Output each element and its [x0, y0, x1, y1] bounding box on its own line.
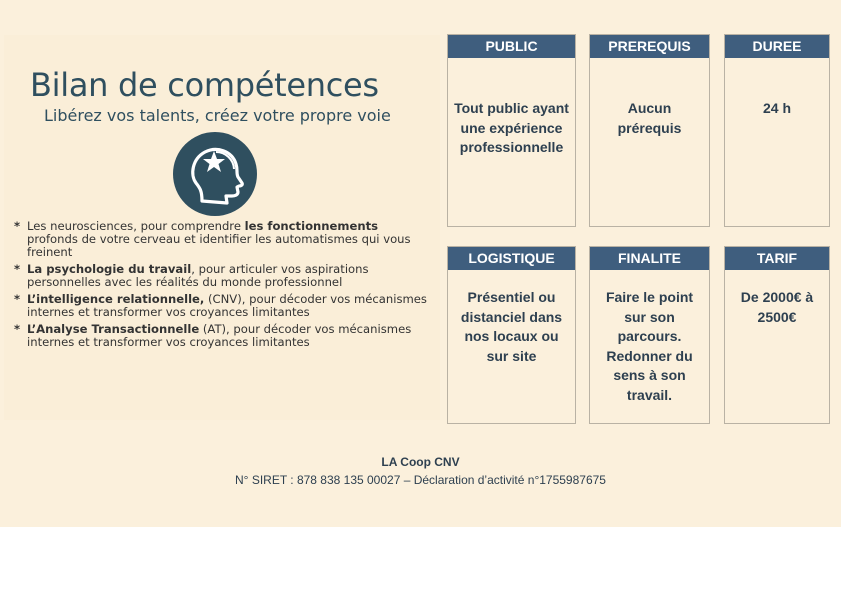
- card-title: PREREQUIS: [590, 35, 709, 58]
- card-body: 24 h: [762, 100, 791, 116]
- card-public: [447, 34, 576, 227]
- list-item: * La psychologie du travail, pour articuler vos aspirations personnelles avec les réalités du monde professionnel: [14, 263, 432, 289]
- card-title: TARIF: [725, 247, 829, 270]
- card-body: Tout public ayant une expérience professionnelle: [454, 100, 569, 155]
- card-prerequis: [589, 34, 710, 227]
- page-subtitle: Libérez vos talents, créez votre propre voie: [44, 106, 391, 125]
- head-star-icon: [172, 131, 258, 217]
- card-body: De 2000€ à 2500€: [740, 289, 814, 325]
- card-title: FINALITE: [590, 247, 709, 270]
- card-finalite: [589, 246, 710, 424]
- card-body: Présentiel ou distanciel dans nos locaux ou sur site: [460, 289, 563, 364]
- card-title: PUBLIC: [448, 35, 575, 58]
- list-item: * Les neurosciences, pour comprendre les fonctionnements profonds de votre cerveau et identifier les automatismes qui vous freinent: [14, 220, 432, 259]
- legal-info: N° SIRET : 878 838 135 00027 – Déclaration d’activité n°1755987675: [235, 473, 606, 487]
- page-title: Bilan de compétences: [30, 66, 379, 104]
- organization-name: LA Coop CNV: [381, 455, 460, 469]
- list-item: * L’intelligence relationnelle, (CNV), pour décoder vos mécanismes internes et transformer vos croyances limitantes: [14, 293, 432, 319]
- card-duree: [724, 34, 830, 227]
- footer: [0, 455, 841, 487]
- card-title: DUREE: [725, 35, 829, 58]
- card-logistique: [447, 246, 576, 424]
- card-body: Aucun prérequis: [617, 100, 682, 136]
- list-item: * L’Analyse Transactionnelle (AT), pour décoder vos mécanismes internes et transformer vos croyances limitantes: [14, 323, 432, 349]
- card-title: LOGISTIQUE: [448, 247, 575, 270]
- benefits-list: [14, 220, 432, 353]
- card-body: Faire le point sur son parcours. Redonner du sens à son travail.: [605, 289, 694, 403]
- card-tarif: [724, 246, 830, 424]
